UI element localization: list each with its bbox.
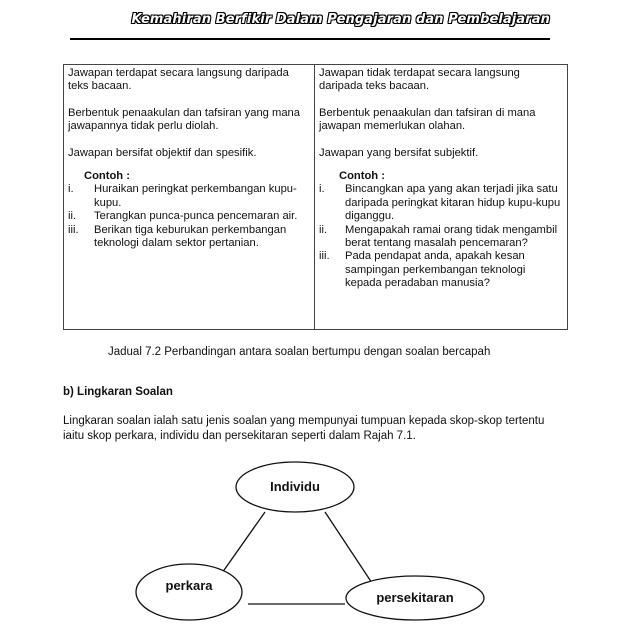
list-item-number: ii. bbox=[68, 210, 77, 223]
list-item bbox=[319, 183, 563, 223]
header-divider bbox=[70, 38, 550, 40]
list-item bbox=[68, 210, 310, 223]
comparison-table bbox=[63, 64, 568, 330]
left-para-1: Jawapan terdapat secara langsung daripada teks bacaan. bbox=[68, 67, 289, 93]
list-item bbox=[319, 250, 563, 290]
node-individu-label: Individu bbox=[270, 479, 320, 494]
list-item-text: Terangkan punca-punca pencemaran air. bbox=[94, 210, 298, 223]
table-row bbox=[64, 65, 568, 330]
list-item-text: Berikan tiga keburukan perkembangan teknologi dalam sektor pertanian. bbox=[94, 223, 287, 250]
left-para-3: Jawapan bersifat objektif dan spesifik. bbox=[68, 146, 257, 159]
question-circle-diagram bbox=[0, 455, 638, 630]
list-item bbox=[319, 224, 563, 251]
list-item-number: i. bbox=[319, 183, 325, 196]
left-example-list bbox=[68, 183, 310, 250]
node-persekitaran-label: persekitaran bbox=[376, 590, 454, 605]
list-item-text: Huraikan peringkat perkembangan kupu-kupu. bbox=[94, 183, 297, 209]
section-body-paragraph: Lingkaran soalan ialah satu jenis soalan yang mempunyai tumpuan kepada skop-skop tertentu iaitu skop perkara, individu dan persekitaran seperti dalam Rajah 7.1. bbox=[63, 415, 545, 442]
left-para-2: Berbentuk penaakulan dan tafsiran yang mana jawapannya tidak perlu diolah. bbox=[68, 106, 300, 133]
edge-individu-perkara bbox=[222, 512, 265, 573]
list-item-text: Pada pendapat anda, apakah kesan sampingan perkembangan teknologi kepada peradaban manusia? bbox=[345, 250, 526, 290]
right-para-3: Jawapan yang bersifat subjektif. bbox=[319, 146, 479, 159]
list-item-number: ii. bbox=[319, 223, 328, 236]
list-item-text: Bincangkan apa yang akan terjadi jika satu daripada peringkat kitaran hidup kupu-kupu diganggu. bbox=[345, 183, 561, 223]
node-perkara-label: perkara bbox=[165, 578, 213, 593]
list-item bbox=[68, 183, 310, 210]
table-caption: Jadual 7.2 Perbandingan antara soalan bertumpu dengan soalan bercapah bbox=[108, 346, 491, 358]
list-item-text: Mengapakah ramai orang tidak mengambil berat tentang masalah pencemaran? bbox=[345, 223, 558, 250]
list-item bbox=[68, 224, 310, 251]
section-heading: b) Lingkaran Soalan bbox=[63, 386, 173, 398]
right-example-list bbox=[319, 183, 563, 290]
right-para-2: Berbentuk penaakulan dan tafsiran di mana jawapan memerlukan olahan. bbox=[319, 106, 536, 133]
right-para-1: Jawapan tidak terdapat secara langsung daripada teks bacaan. bbox=[319, 67, 520, 93]
divergent-question-cell bbox=[315, 65, 568, 330]
list-item-number: i. bbox=[68, 183, 74, 196]
page-header-title: Kemahiran Berfikir Dalam Pengajaran dan Pembelajaran bbox=[131, 12, 550, 27]
right-contoh-label: Contoh : bbox=[339, 170, 385, 183]
convergent-question-cell bbox=[64, 65, 315, 330]
edge-individu-persekitaran bbox=[325, 512, 372, 583]
list-item-number: iii. bbox=[319, 250, 330, 263]
list-item-number: iii. bbox=[68, 223, 79, 236]
left-contoh-label: Contoh : bbox=[84, 170, 130, 183]
